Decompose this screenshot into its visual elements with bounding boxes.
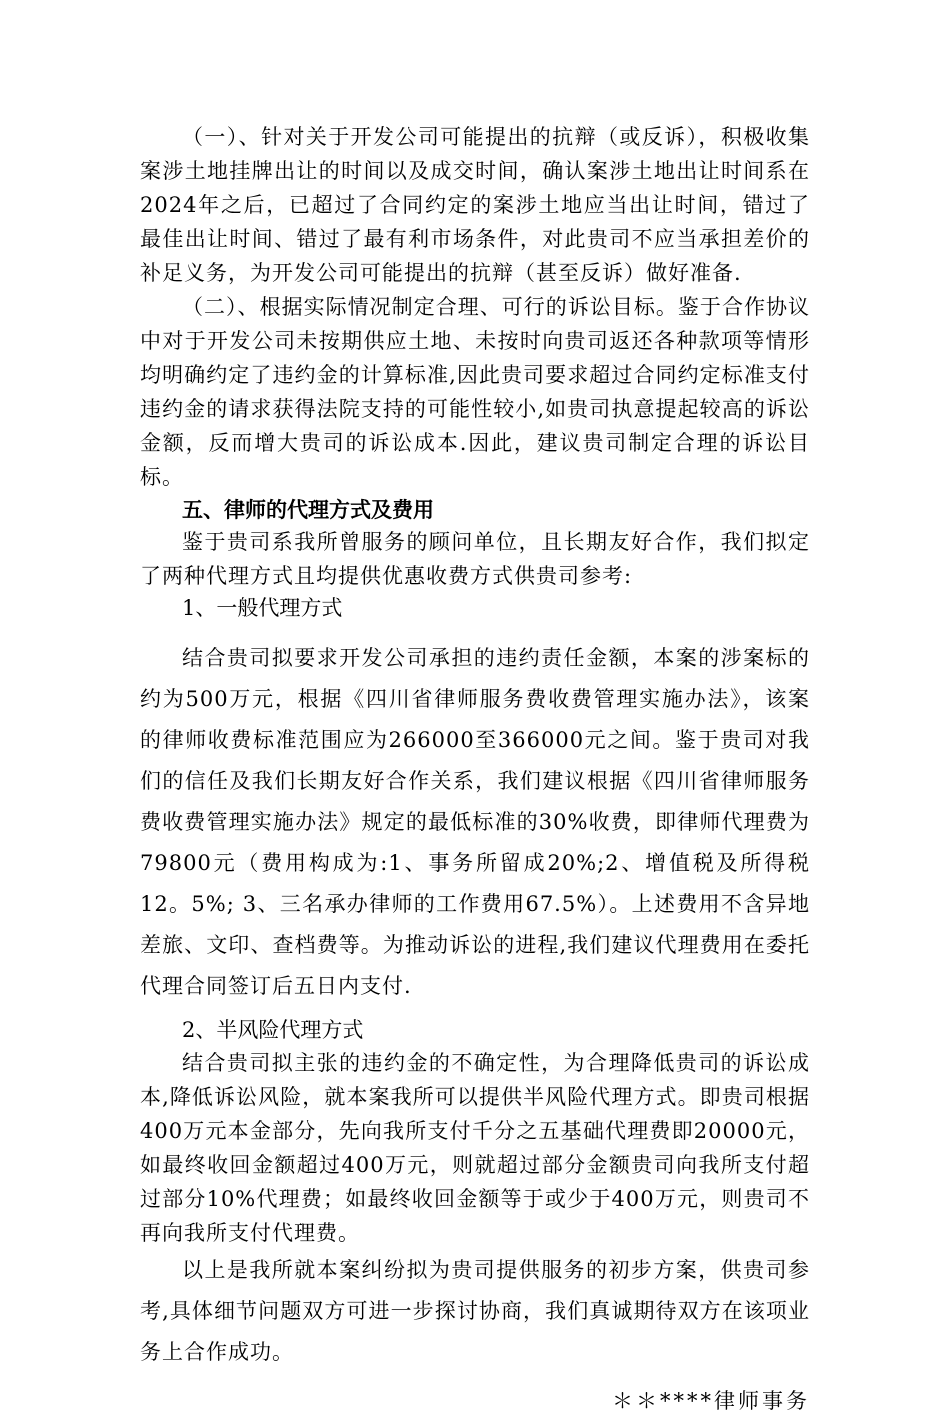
spacer bbox=[140, 624, 810, 638]
paragraph-litigation-goal: （二）、根据实际情况制定合理、可行的诉讼目标。鉴于合作协议中对于开发公司未按期供应土地、未按时向贵司返还各种款项等情形均明确约定了违约金的计算标准,因此贵司要求超过合同约定标准支付违约金的请求获得法院支持的可能性较小,如贵司执意提起较高的诉讼金额，反而增大贵司的诉讼成本.因此，建议贵司制定合理的诉讼目标。 bbox=[140, 295, 810, 489]
subheading-general-agency: 1、一般代理方式 bbox=[182, 596, 343, 620]
paragraph-agency-intro: 鉴于贵司系我所曾服务的顾问单位，且长期友好合作，我们拟定了两种代理方式且均提供优惠收费方式供贵司参考: bbox=[140, 530, 810, 588]
section-heading-agency-fees: 五、律师的代理方式及费用 bbox=[182, 497, 434, 522]
paragraph-semi-risk-agency-fee: 结合贵司拟主张的违约金的不确定性，为合理降低贵司的诉讼成本,降低诉讼风险，就本案我所可以提供半风险代理方式。即贵司根据400万元本金部分，先向我所支付千分之五基础代理费即20000元，如最终收回金额超过400万元，则就超过部分金额贵司向我所支付超过部分10%代理费；如最终收回金额等于或少于400万元，则贵司不再向我所支付代理费。 bbox=[140, 1051, 810, 1245]
paragraph-closing: 以上是我所就本案纠纷拟为贵司提供服务的初步方案，供贵司参考,具体细节问题双方可进一步探讨协商，我们真诚期待双方在该项业务上合作成功。 bbox=[140, 1258, 810, 1364]
signature-law-firm: ＊＊****律师事务 bbox=[612, 1389, 810, 1413]
paragraph-general-agency-fee: 结合贵司拟要求开发公司承担的违约责任金额，本案的涉案标的约为500万元，根据《四川省律师服务费收费管理实施办法》，该案的律师收费标准范围应为266000至366000元之间。鉴于贵司对我们的信任及我们长期友好合作关系，我们建议根据《四川省律师服务费收费管理实施办法》规定的最低标准的30%收费，即律师代理费为79800元（费用构成为:1、事务所留成20%;2、增值税及所得税12。5%; 3、三名承办律师的工作费用67.5%）。上述费用不含异地差旅、文印、查档费等。为推动诉讼的进程,我们建议代理费用在委托代理合同签订后五日内支付. bbox=[140, 646, 810, 998]
spacer bbox=[140, 1007, 810, 1015]
paragraph-defense-prep: （一）、针对关于开发公司可能提出的抗辩（或反诉），积极收集案涉土地挂牌出让的时间以及成交时间，确认案涉土地出让时间系在2024年之后，已超过了合同约定的案涉土地应当出让时间，错过了最佳出让时间、错过了最有利市场条件，对此贵司不应当承担差价的补足义务，为开发公司可能提出的抗辩（甚至反诉）做好准备. bbox=[140, 125, 810, 285]
subheading-semi-risk-agency: 2、半风险代理方式 bbox=[182, 1018, 364, 1042]
